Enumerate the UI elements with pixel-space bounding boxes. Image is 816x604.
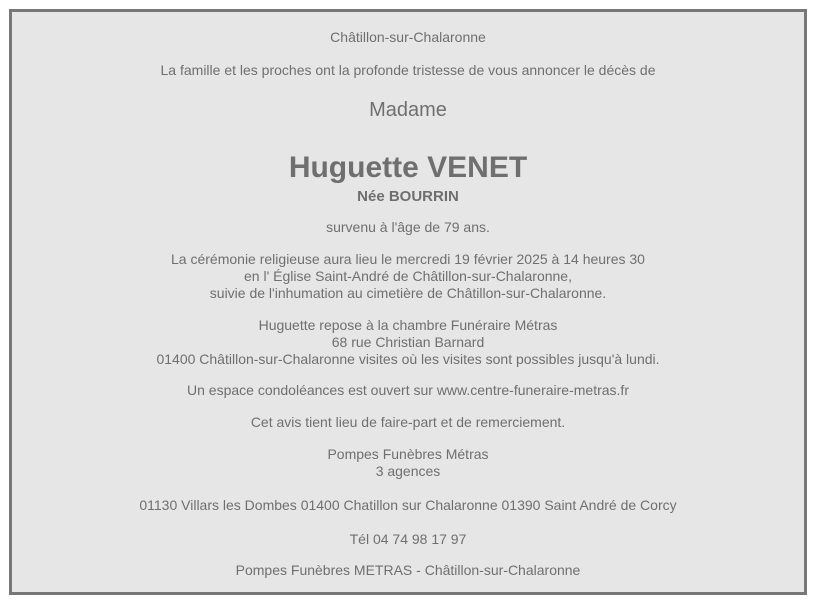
resting-place-line: Huguette repose à la chambre Funéraire Métras	[258, 317, 558, 333]
deceased-name: Huguette VENET	[288, 151, 528, 184]
funeral-home-block	[12, 446, 804, 480]
intro-text: La famille et les proches ont la profonde tristesse de vous annoncer le décès de	[160, 62, 656, 78]
age-text: survenu à l'âge de 79 ans.	[326, 219, 490, 235]
faire-part-text: Cet avis tient lieu de faire-part et de remerciement.	[250, 414, 566, 430]
ceremony-line: en l' Église Saint-André de Châtillon-sur-Chalaronne,	[244, 268, 572, 284]
honorific-title: Madame	[369, 99, 447, 121]
agencies-list: 01130 Villars les Dombes 01400 Chatillon sur Chalaronne 01390 Saint André de Corcy	[139, 497, 677, 513]
city-heading: Châtillon-sur-Chalaronne	[330, 29, 486, 45]
maiden-name: Née BOURRIN	[357, 188, 459, 205]
ceremony-block	[12, 251, 804, 302]
funeral-home-name: Pompes Funèbres Métras	[327, 446, 489, 462]
condolences-text: Un espace condoléances est ouvert sur www.centre-funeraire-metras.fr	[187, 382, 629, 398]
resting-place-line: 01400 Châtillon-sur-Chalaronne visites où les visites sont possibles jusqu'à lundi.	[156, 351, 660, 367]
ceremony-line: La cérémonie religieuse aura lieu le mercredi 19 février 2025 à 14 heures 30	[171, 251, 645, 267]
death-notice	[9, 9, 807, 595]
funeral-home-agencies-count: 3 agences	[375, 463, 441, 479]
resting-place-line: 68 rue Christian Barnard	[331, 334, 485, 350]
resting-place-block	[12, 317, 804, 368]
ceremony-line: suivie de l'inhumation au cimetière de Châtillon-sur-Chalaronne.	[209, 285, 607, 301]
phone-number: Tél 04 74 98 17 97	[349, 531, 467, 547]
footer-signature: Pompes Funèbres METRAS - Châtillon-sur-Chalaronne	[235, 562, 581, 578]
